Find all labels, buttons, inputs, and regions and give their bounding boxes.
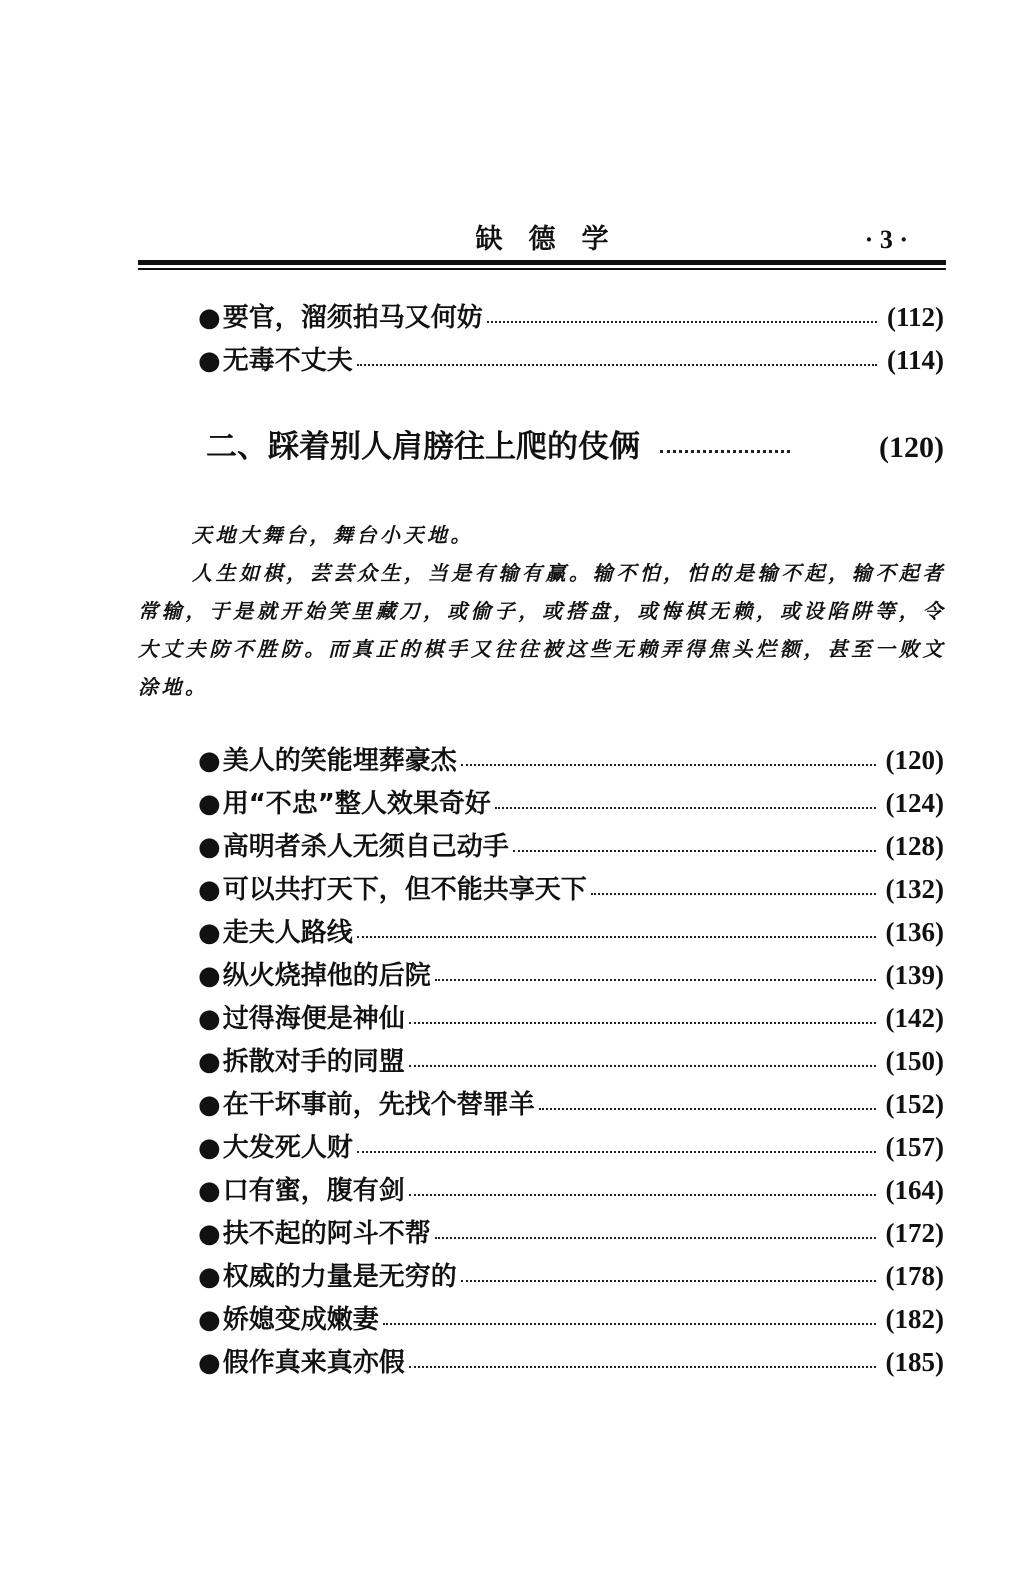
toc-item-page: (152) — [885, 1089, 944, 1119]
toc-item-page: (157) — [885, 1132, 944, 1162]
bullet-icon: ● — [198, 1348, 221, 1378]
toc-item[interactable] — [198, 1255, 944, 1298]
bullet-icon: ● — [198, 1176, 221, 1206]
toc-item-title: 要官，溜须拍马又何妨 — [222, 303, 483, 333]
dot-leader — [435, 979, 876, 981]
dot-leader — [539, 1108, 876, 1110]
toc-item-title: 拆散对手的同盟 — [222, 1047, 405, 1077]
bullet-icon: ● — [198, 1004, 221, 1034]
toc-item-page: (112) — [887, 302, 944, 332]
bullet-icon: ● — [198, 1090, 221, 1120]
toc-item-title: 美人的笑能埋葬豪杰 — [222, 746, 457, 776]
toc-item-title: 纵火烧掉他的后院 — [222, 961, 431, 991]
section-intro — [138, 516, 946, 706]
toc-item-page: (142) — [885, 1003, 944, 1033]
section-title: 二、踩着别人肩膀往上爬的伎俩 — [206, 429, 640, 465]
bullet-icon: ● — [198, 1262, 221, 1292]
book-title: 缺德学 — [475, 224, 635, 255]
dot-leader — [495, 807, 876, 809]
toc-item-page: (178) — [885, 1261, 944, 1291]
toc-item[interactable] — [198, 911, 944, 954]
dot-leader — [461, 1280, 876, 1282]
toc-item[interactable] — [198, 954, 944, 997]
dot-leader — [409, 1194, 876, 1196]
toc-item-page: (185) — [885, 1347, 944, 1377]
section-heading[interactable] — [206, 424, 944, 470]
toc-item[interactable] — [198, 1040, 944, 1083]
toc-item-title: 高明者杀人无须自己动手 — [222, 832, 509, 862]
toc-item-title: 扶不起的阿斗不帮 — [222, 1219, 431, 1249]
toc-item[interactable] — [198, 296, 944, 339]
bullet-icon: ● — [198, 346, 221, 376]
dot-leader — [591, 893, 876, 895]
toc-item[interactable] — [198, 739, 944, 782]
dot-leader — [487, 321, 877, 323]
toc-item-page: (150) — [885, 1046, 944, 1076]
toc-item-title: 假作真来真亦假 — [222, 1348, 405, 1378]
dot-leader — [660, 450, 790, 453]
toc-item-title: 权威的力量是无穷的 — [222, 1262, 457, 1292]
toc-item-page: (132) — [885, 874, 944, 904]
running-header — [138, 222, 946, 258]
toc-item-title: 大发死人财 — [222, 1133, 353, 1163]
toc-item[interactable] — [198, 339, 944, 382]
bullet-icon: ● — [198, 303, 221, 333]
toc-item-title: 无毒不丈夫 — [222, 346, 353, 376]
section-page: (120) — [879, 431, 944, 464]
toc-item[interactable] — [198, 1341, 944, 1384]
header-rule-thin — [138, 268, 946, 270]
bullet-icon: ● — [198, 1305, 221, 1335]
toc-top-list — [198, 296, 944, 382]
dot-leader — [409, 1366, 876, 1368]
dot-leader — [357, 1151, 876, 1153]
dot-leader — [357, 936, 876, 938]
dot-leader — [357, 364, 877, 366]
intro-paragraph: 人生如棋，芸芸众生，当是有输有赢。输不怕，怕的是输不起，输不起者常输，于是就开始笑里藏刀，或偷子，或搭盘，或悔棋无赖，或设陷阱等，令大丈夫防不胜防。而真正的棋手又往往被这些无赖弄得焦头烂额，甚至一败文涂地。 — [138, 561, 946, 699]
toc-item-page: (182) — [885, 1304, 944, 1334]
header-rule-thick — [138, 260, 946, 265]
bullet-icon: ● — [198, 961, 221, 991]
toc-item[interactable] — [198, 997, 944, 1040]
dot-leader — [383, 1323, 876, 1325]
toc-item-page: (114) — [887, 345, 944, 375]
bullet-icon: ● — [198, 1133, 221, 1163]
toc-item-page: (136) — [885, 917, 944, 947]
toc-item-page: (128) — [885, 831, 944, 861]
toc-item-title: 走夫人路线 — [222, 918, 353, 948]
toc-item-title: 可以共打天下，但不能共享天下 — [222, 875, 587, 905]
toc-item-page: (120) — [885, 745, 944, 775]
toc-item[interactable] — [198, 1083, 944, 1126]
toc-item[interactable] — [198, 825, 944, 868]
toc-item[interactable] — [198, 1126, 944, 1169]
toc-item-page: (139) — [885, 960, 944, 990]
toc-item-page: (124) — [885, 788, 944, 818]
dot-leader — [435, 1237, 876, 1239]
toc-item-title: 口有蜜，腹有剑 — [222, 1176, 405, 1206]
toc-item-title: 娇媳变成嫩妻 — [222, 1305, 379, 1335]
bullet-icon: ● — [198, 1219, 221, 1249]
toc-item-title: 用“不忠”整人效果奇好 — [222, 789, 491, 819]
dot-leader — [409, 1022, 876, 1024]
toc-item[interactable] — [198, 1212, 944, 1255]
bullet-icon: ● — [198, 1047, 221, 1077]
toc-item-page: (172) — [885, 1218, 944, 1248]
dot-leader — [461, 764, 876, 766]
dot-leader — [409, 1065, 876, 1067]
toc-main-list — [198, 739, 944, 1384]
dot-leader — [513, 850, 876, 852]
intro-paragraph: 天地大舞台，舞台小天地。 — [192, 523, 474, 547]
toc-item[interactable] — [198, 868, 944, 911]
bullet-icon: ● — [198, 918, 221, 948]
toc-item[interactable] — [198, 782, 944, 825]
bullet-icon: ● — [198, 832, 221, 862]
toc-item-title: 过得海便是神仙 — [222, 1004, 405, 1034]
page-number: · 3 · — [864, 225, 908, 254]
toc-item[interactable] — [198, 1169, 944, 1212]
bullet-icon: ● — [198, 746, 221, 776]
toc-item-page: (164) — [885, 1175, 944, 1205]
bullet-icon: ● — [198, 875, 221, 905]
toc-item-title: 在干坏事前，先找个替罪羊 — [222, 1090, 535, 1120]
toc-item[interactable] — [198, 1298, 944, 1341]
bullet-icon: ● — [198, 789, 221, 819]
